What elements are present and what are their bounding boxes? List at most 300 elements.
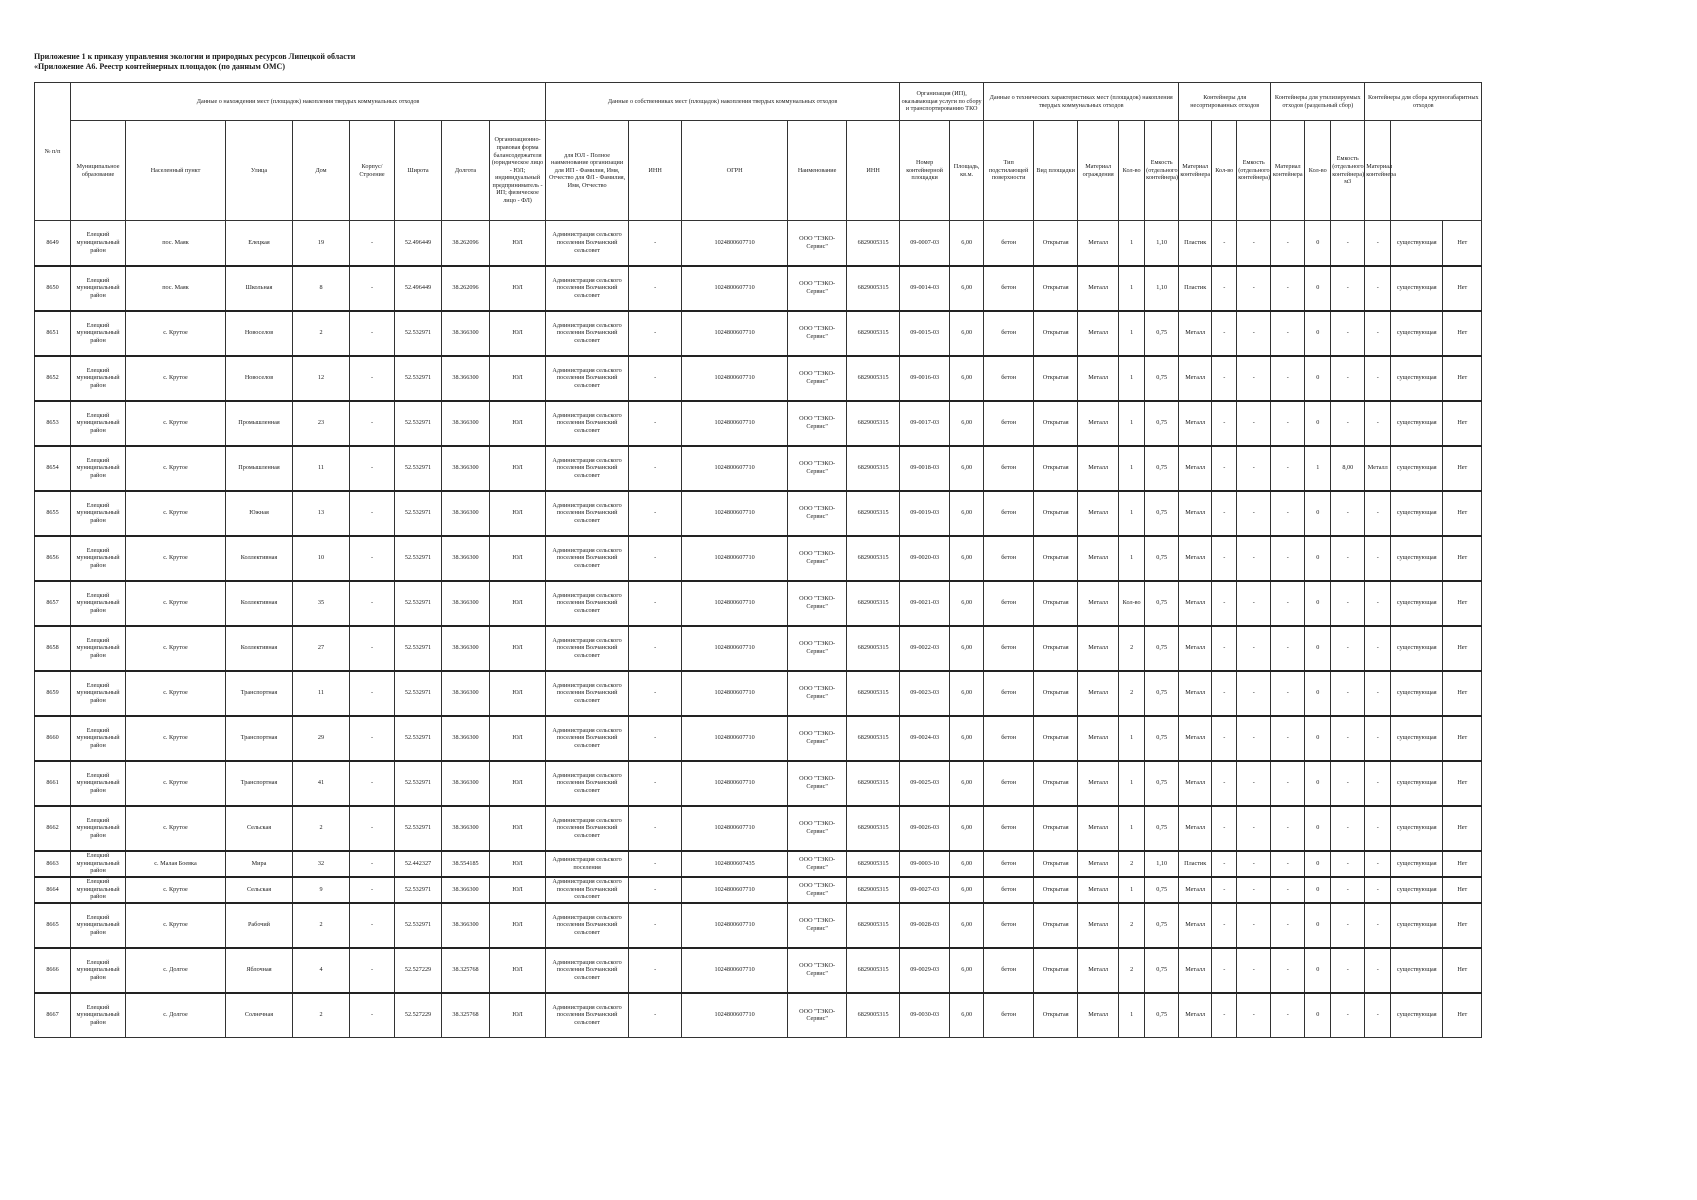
table-cell: - (1331, 626, 1365, 671)
table-cell: 2 (1119, 626, 1145, 671)
table-cell: Администрация сельского поселения Волчанский сельсовет (546, 266, 629, 311)
table-row (35, 401, 1482, 446)
table-cell: с. Малая Боевка (126, 851, 226, 877)
table-row (35, 446, 1482, 491)
table-cell: 09-0025-03 (900, 761, 950, 806)
column-header: Дом (293, 121, 350, 221)
table-cell: 0 (1305, 311, 1331, 356)
table-cell: ЮЛ (490, 851, 546, 877)
table-cell: Металл (1179, 671, 1212, 716)
table-cell: Нет (1443, 491, 1482, 536)
table-cell: - (1212, 993, 1237, 1038)
table-cell: Сельская (226, 806, 293, 851)
table-cell: ЮЛ (490, 806, 546, 851)
table-cell: Новоселов (226, 356, 293, 401)
table-cell: 6829005315 (847, 491, 900, 536)
table-cell: ЮЛ (490, 311, 546, 356)
table-cell: - (1331, 536, 1365, 581)
table-cell: Металл (1179, 356, 1212, 401)
table-cell: 1 (1119, 491, 1145, 536)
table-cell: - (1331, 266, 1365, 311)
table-cell: - (629, 446, 682, 491)
table-cell: - (1271, 716, 1305, 761)
table-cell: - (1331, 806, 1365, 851)
table-cell: - (1271, 491, 1305, 536)
table-cell: - (629, 993, 682, 1038)
table-cell: Металл (1078, 993, 1119, 1038)
table-cell: 8660 (35, 716, 71, 761)
table-cell: 1024800607435 (682, 851, 788, 877)
table-cell: 6829005315 (847, 266, 900, 311)
table-row (35, 761, 1482, 806)
table-cell: - (350, 446, 395, 491)
table-cell: с. Крутое (126, 536, 226, 581)
table-cell: 19 (293, 221, 350, 266)
table-cell: 38.325768 (442, 993, 490, 1038)
table-cell: Елецкий муниципальный район (71, 401, 126, 446)
table-cell: 0 (1305, 266, 1331, 311)
table-cell: - (350, 581, 395, 626)
table-cell: 6829005315 (847, 851, 900, 877)
table-cell: Металл (1179, 761, 1212, 806)
table-cell: Администрация сельского поселения Волчанский сельсовет (546, 761, 629, 806)
table-cell: 8658 (35, 626, 71, 671)
table-row (35, 851, 1482, 877)
table-cell: Нет (1443, 761, 1482, 806)
table-cell: - (1271, 877, 1305, 903)
table-cell: - (350, 491, 395, 536)
table-cell: - (350, 266, 395, 311)
table-cell: - (1212, 671, 1237, 716)
table-cell: 8656 (35, 536, 71, 581)
table-cell: ООО "ТЭКО-Сервис" (788, 903, 847, 948)
table-cell: ООО "ТЭКО-Сервис" (788, 671, 847, 716)
table-cell: Елецкий муниципальный район (71, 948, 126, 993)
column-header: ОГРН (682, 121, 788, 221)
table-cell: - (629, 877, 682, 903)
table-cell: Администрация сельского поселения Волчанский сельсовет (546, 401, 629, 446)
table-cell: 09-0026-03 (900, 806, 950, 851)
table-cell: 35 (293, 581, 350, 626)
table-cell: 09-0029-03 (900, 948, 950, 993)
table-cell: Рабочий (226, 903, 293, 948)
table-cell: Елецкий муниципальный район (71, 266, 126, 311)
table-cell: 6829005315 (847, 536, 900, 581)
table-cell: 1024800607710 (682, 806, 788, 851)
table-cell: 0,75 (1145, 536, 1179, 581)
table-cell: 6,00 (950, 993, 984, 1038)
table-cell: Елецкий муниципальный район (71, 356, 126, 401)
table-cell: ООО "ТЭКО-Сервис" (788, 993, 847, 1038)
table-cell: - (1212, 761, 1237, 806)
table-cell: - (350, 536, 395, 581)
table-cell: - (629, 851, 682, 877)
table-cell: 6,00 (950, 491, 984, 536)
table-cell: 6829005315 (847, 903, 900, 948)
table-cell: 6829005315 (847, 221, 900, 266)
table-row (35, 536, 1482, 581)
table-cell: 1 (1119, 311, 1145, 356)
column-header: для ЮЛ - Полное наименование организации для ИП - Фамилия, Имя, Отчество для ФЛ - Фамилия, Имя, Отчество (546, 121, 629, 221)
table-cell: 8666 (35, 948, 71, 993)
table-cell: 1 (1119, 221, 1145, 266)
table-cell: 38.325768 (442, 948, 490, 993)
table-cell: с. Крутое (126, 806, 226, 851)
table-cell: 1024800607710 (682, 401, 788, 446)
table-row (35, 356, 1482, 401)
table-cell: - (1331, 877, 1365, 903)
table-cell: - (1237, 993, 1271, 1038)
table-cell: ООО "ТЭКО-Сервис" (788, 716, 847, 761)
table-cell: существующая (1391, 877, 1443, 903)
table-cell: - (1237, 266, 1271, 311)
table-cell: ЮЛ (490, 671, 546, 716)
table-cell: - (1365, 401, 1391, 446)
table-cell: Металл (1179, 877, 1212, 903)
table-cell: Коллективная (226, 581, 293, 626)
table-cell: 6829005315 (847, 581, 900, 626)
table-cell: - (1237, 581, 1271, 626)
table-cell: 0 (1305, 626, 1331, 671)
table-cell: 8661 (35, 761, 71, 806)
table-cell: 8665 (35, 903, 71, 948)
table-cell: - (1212, 536, 1237, 581)
table-cell: - (1271, 851, 1305, 877)
table-cell: существующая (1391, 446, 1443, 491)
group-header: № п/п (35, 83, 71, 221)
table-cell: Елецкий муниципальный район (71, 877, 126, 903)
table-cell: существующая (1391, 903, 1443, 948)
table-cell: пос. Маяк (126, 221, 226, 266)
table-cell: 38.366300 (442, 446, 490, 491)
table-cell: с. Долгое (126, 993, 226, 1038)
table-cell: Металл (1179, 581, 1212, 626)
table-cell: - (1271, 626, 1305, 671)
page-title (34, 52, 355, 72)
column-header: Материал контейнера (1179, 121, 1212, 221)
table-cell: 8653 (35, 401, 71, 446)
table-cell: 09-0020-03 (900, 536, 950, 581)
table-cell: 1024800607710 (682, 581, 788, 626)
table-cell: Открытая (1034, 581, 1078, 626)
table-cell: 52.532971 (395, 716, 442, 761)
table-cell: - (1331, 581, 1365, 626)
table-cell: 2 (1119, 671, 1145, 716)
table-cell: существующая (1391, 221, 1443, 266)
table-cell: бетон (984, 311, 1034, 356)
table-cell: - (1237, 401, 1271, 446)
table-cell: - (1271, 806, 1305, 851)
table-body (35, 221, 1482, 1038)
table-cell: Нет (1443, 671, 1482, 716)
table-cell: Металл (1078, 716, 1119, 761)
table-cell: - (1331, 851, 1365, 877)
table-cell: - (1365, 806, 1391, 851)
table-cell: 8651 (35, 311, 71, 356)
table-cell: 1024800607710 (682, 716, 788, 761)
table-cell: ЮЛ (490, 877, 546, 903)
group-header: Контейнеры для сбора крупногабаритных отходов (1365, 83, 1482, 121)
table-cell: бетон (984, 948, 1034, 993)
table-cell: - (1331, 903, 1365, 948)
table-cell: Солнечная (226, 993, 293, 1038)
table-cell: Елецкий муниципальный район (71, 626, 126, 671)
table-cell: бетон (984, 761, 1034, 806)
table-cell: бетон (984, 266, 1034, 311)
table-cell: существующая (1391, 761, 1443, 806)
table-cell: Кол-во (1119, 581, 1145, 626)
table-cell: Елецкая (226, 221, 293, 266)
table-cell: Промышленная (226, 401, 293, 446)
table-cell: - (1331, 948, 1365, 993)
table-cell: - (1271, 671, 1305, 716)
table-cell: 09-0003-10 (900, 851, 950, 877)
table-cell: - (1365, 221, 1391, 266)
table-cell: 52.532971 (395, 536, 442, 581)
table-cell: - (1237, 948, 1271, 993)
table-cell: 09-0024-03 (900, 716, 950, 761)
table-cell: - (1271, 356, 1305, 401)
table-cell: Металл (1078, 356, 1119, 401)
table-cell: Нет (1443, 401, 1482, 446)
table-cell: 09-0030-03 (900, 993, 950, 1038)
table-cell: ООО "ТЭКО-Сервис" (788, 877, 847, 903)
table-cell: - (629, 626, 682, 671)
table-cell: бетон (984, 491, 1034, 536)
table-cell: существующая (1391, 401, 1443, 446)
table-cell: - (1331, 491, 1365, 536)
column-header: Емкость (отдельного контейнера) (1145, 121, 1179, 221)
table-cell: ЮЛ (490, 761, 546, 806)
table-cell: 52.442327 (395, 851, 442, 877)
table-cell: 2 (1119, 948, 1145, 993)
table-cell: 0 (1305, 993, 1331, 1038)
table-cell: 1024800607710 (682, 311, 788, 356)
table-cell: Металл (1179, 311, 1212, 356)
table-cell: ООО "ТЭКО-Сервис" (788, 266, 847, 311)
table-cell: Открытая (1034, 993, 1078, 1038)
table-cell: Открытая (1034, 626, 1078, 671)
table-cell: Администрация сельского поселения Волчанский сельсовет (546, 626, 629, 671)
table-cell: 2 (1119, 903, 1145, 948)
table-cell: 6,00 (950, 716, 984, 761)
table-cell: 6829005315 (847, 311, 900, 356)
table-cell: Нет (1443, 851, 1482, 877)
table-cell: Елецкий муниципальный район (71, 716, 126, 761)
table-cell: 52.527229 (395, 948, 442, 993)
table-cell: Металл (1078, 626, 1119, 671)
table-cell: 38.366300 (442, 903, 490, 948)
table-cell: Открытая (1034, 877, 1078, 903)
table-cell: 52.532971 (395, 356, 442, 401)
table-row (35, 716, 1482, 761)
table-cell: 1024800607710 (682, 446, 788, 491)
table-cell: 09-0014-03 (900, 266, 950, 311)
table-cell: Администрация сельского поселения Волчанский сельсовет (546, 491, 629, 536)
table-cell: - (350, 626, 395, 671)
table-cell: ООО "ТЭКО-Сервис" (788, 761, 847, 806)
table-cell: 8654 (35, 446, 71, 491)
table-cell: 38.554185 (442, 851, 490, 877)
table-cell: Южная (226, 491, 293, 536)
table-cell: Открытая (1034, 491, 1078, 536)
table-cell: - (1271, 221, 1305, 266)
table-cell: ЮЛ (490, 266, 546, 311)
table-cell: 6829005315 (847, 626, 900, 671)
table-cell: 6,00 (950, 671, 984, 716)
table-cell: Школьная (226, 266, 293, 311)
table-cell: 1024800607710 (682, 948, 788, 993)
table-cell: бетон (984, 536, 1034, 581)
table-cell: - (350, 221, 395, 266)
table-cell: бетон (984, 993, 1034, 1038)
table-row (35, 311, 1482, 356)
table-cell: - (1237, 311, 1271, 356)
table-cell: с. Крутое (126, 761, 226, 806)
table-cell: 6829005315 (847, 806, 900, 851)
table-cell: Открытая (1034, 221, 1078, 266)
table-cell: - (629, 311, 682, 356)
table-cell: 0 (1305, 536, 1331, 581)
table-cell: - (1237, 877, 1271, 903)
table-cell: Открытая (1034, 356, 1078, 401)
table-cell: 6,00 (950, 536, 984, 581)
group-header: Данные о технических характеристиках мест (площадок) накопления твердых коммунальных отходов (984, 83, 1179, 121)
table-cell: Открытая (1034, 851, 1078, 877)
table-cell: бетон (984, 356, 1034, 401)
table-row (35, 948, 1482, 993)
table-cell: - (350, 993, 395, 1038)
table-cell: 09-0015-03 (900, 311, 950, 356)
table-cell: 11 (293, 446, 350, 491)
table-cell: - (1212, 716, 1237, 761)
table-cell: Металл (1078, 948, 1119, 993)
column-header: Улица (226, 121, 293, 221)
table-cell: существующая (1391, 581, 1443, 626)
table-cell: - (1212, 401, 1237, 446)
table-cell: Елецкий муниципальный район (71, 761, 126, 806)
table-cell: с. Крутое (126, 491, 226, 536)
table-cell: - (1365, 491, 1391, 536)
table-cell: бетон (984, 401, 1034, 446)
table-cell: - (1365, 536, 1391, 581)
table-cell: 1024800607710 (682, 903, 788, 948)
table-cell: Елецкий муниципальный район (71, 311, 126, 356)
table-cell: Елецкий муниципальный район (71, 671, 126, 716)
table-cell: 09-0017-03 (900, 401, 950, 446)
table-cell: 52.532971 (395, 877, 442, 903)
table-cell: 2 (293, 806, 350, 851)
table-cell: 38.366300 (442, 671, 490, 716)
table-cell: 0 (1305, 401, 1331, 446)
table-cell: 1 (1119, 716, 1145, 761)
table-cell: - (1331, 761, 1365, 806)
table-cell: - (350, 401, 395, 446)
table-cell: 1 (1119, 993, 1145, 1038)
table-cell: - (1365, 851, 1391, 877)
table-cell: Елецкий муниципальный район (71, 993, 126, 1038)
table-cell: Пластик (1179, 221, 1212, 266)
table-cell: - (629, 491, 682, 536)
table-cell: Металл (1078, 401, 1119, 446)
table-cell: 6,00 (950, 626, 984, 671)
table-row (35, 903, 1482, 948)
column-header: Материал ограждения (1078, 121, 1119, 221)
table-cell: 1024800607710 (682, 671, 788, 716)
table-cell: 8667 (35, 993, 71, 1038)
table-cell: Открытая (1034, 536, 1078, 581)
group-header: Данные о нахождении мест (площадок) накопления твердых коммунальных отходов (71, 83, 546, 121)
column-header: Емкость (отдельного контейнера) (1237, 121, 1271, 221)
table-row (35, 491, 1482, 536)
table-cell: 29 (293, 716, 350, 761)
table-cell: с. Крутое (126, 356, 226, 401)
table-cell: 0,75 (1145, 671, 1179, 716)
table-cell: 6,00 (950, 903, 984, 948)
table-row (35, 993, 1482, 1038)
table-cell: - (350, 356, 395, 401)
table-cell: - (629, 761, 682, 806)
column-header: Площадь, кв.м. (950, 121, 984, 221)
table-cell: 0 (1305, 356, 1331, 401)
table-cell: - (629, 581, 682, 626)
table-cell: 1024800607710 (682, 266, 788, 311)
table-cell: 38.366300 (442, 311, 490, 356)
table-cell: 1024800607710 (682, 356, 788, 401)
table-cell: существующая (1391, 716, 1443, 761)
table-cell: 38.262096 (442, 266, 490, 311)
table-cell: Сельская (226, 877, 293, 903)
table-cell: Елецкий муниципальный район (71, 851, 126, 877)
table-cell: Металл (1078, 536, 1119, 581)
table-cell: 6829005315 (847, 401, 900, 446)
table-cell: существующая (1391, 311, 1443, 356)
table-cell: Металл (1179, 536, 1212, 581)
table-cell: существующая (1391, 536, 1443, 581)
table-cell: бетон (984, 716, 1034, 761)
table-cell: Открытая (1034, 446, 1078, 491)
table-cell: 52.532971 (395, 626, 442, 671)
table-cell: бетон (984, 851, 1034, 877)
table-cell: - (1271, 948, 1305, 993)
group-header: Контейнеры для утилизируемых отходов (раздельный сбор) (1271, 83, 1365, 121)
table-cell: Администрация сельского поселения Волчанский сельсовет (546, 446, 629, 491)
table-cell: 0,75 (1145, 401, 1179, 446)
table-cell: - (350, 948, 395, 993)
table-row (35, 877, 1482, 903)
table-row (35, 806, 1482, 851)
table-cell: Елецкий муниципальный район (71, 806, 126, 851)
table-cell: 1,10 (1145, 221, 1179, 266)
table-cell: 12 (293, 356, 350, 401)
table-cell: 1024800607710 (682, 761, 788, 806)
table-cell: Металл (1179, 626, 1212, 671)
table-cell: существующая (1391, 993, 1443, 1038)
table-cell: - (1331, 671, 1365, 716)
table-cell: - (1237, 851, 1271, 877)
table-cell: 6829005315 (847, 671, 900, 716)
table-cell: Промышленная (226, 446, 293, 491)
table-cell: - (1212, 851, 1237, 877)
table-cell: ЮЛ (490, 401, 546, 446)
column-header: Кол-во (1119, 121, 1145, 221)
table-cell: Администрация сельского поселения Волчанский сельсовет (546, 356, 629, 401)
table-cell: 52.532971 (395, 491, 442, 536)
table-cell: 0 (1305, 948, 1331, 993)
table-cell: - (1237, 446, 1271, 491)
table-cell: - (629, 671, 682, 716)
table-cell: бетон (984, 581, 1034, 626)
